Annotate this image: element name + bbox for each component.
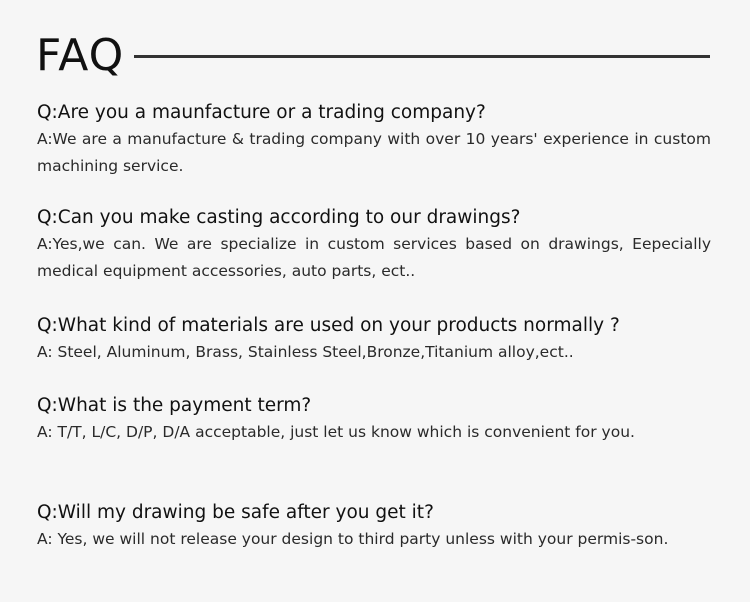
- page-title: FAQ: [36, 30, 125, 81]
- faq-item-5: [37, 500, 711, 553]
- faq-item-1: [37, 100, 711, 179]
- title-divider: [134, 55, 710, 58]
- faq-question: Q:Are you a maunfacture or a trading company?: [37, 102, 486, 123]
- faq-answer: A:Yes,we can. We are specialize in custom services based on drawings, Eepecially medical equipment accessories, auto parts, ect..: [37, 235, 711, 280]
- faq-question: Q:What kind of materials are used on your products normally ?: [37, 315, 620, 336]
- faq-answer: A: Yes, we will not release your design to third party unless with your permis-son.: [37, 530, 669, 548]
- faq-item-3: [37, 313, 711, 366]
- faq-answer: A: Steel, Aluminum, Brass, Stainless Steel,Bronze,Titanium alloy,ect..: [37, 343, 574, 361]
- faq-answer: A: T/T, L/C, D/P, D/A acceptable, just let us know which is convenient for you.: [37, 423, 635, 441]
- faq-header: [36, 28, 710, 84]
- faq-question: Q:Will my drawing be safe after you get it?: [37, 502, 434, 523]
- faq-answer: A:We are a manufacture & trading company with over 10 years' experience in custom machining service.: [37, 130, 711, 175]
- faq-question: Q:Can you make casting according to our drawings?: [37, 207, 521, 228]
- faq-item-2: [37, 205, 711, 284]
- faq-item-4: [37, 393, 711, 446]
- faq-question: Q:What is the payment term?: [37, 395, 312, 416]
